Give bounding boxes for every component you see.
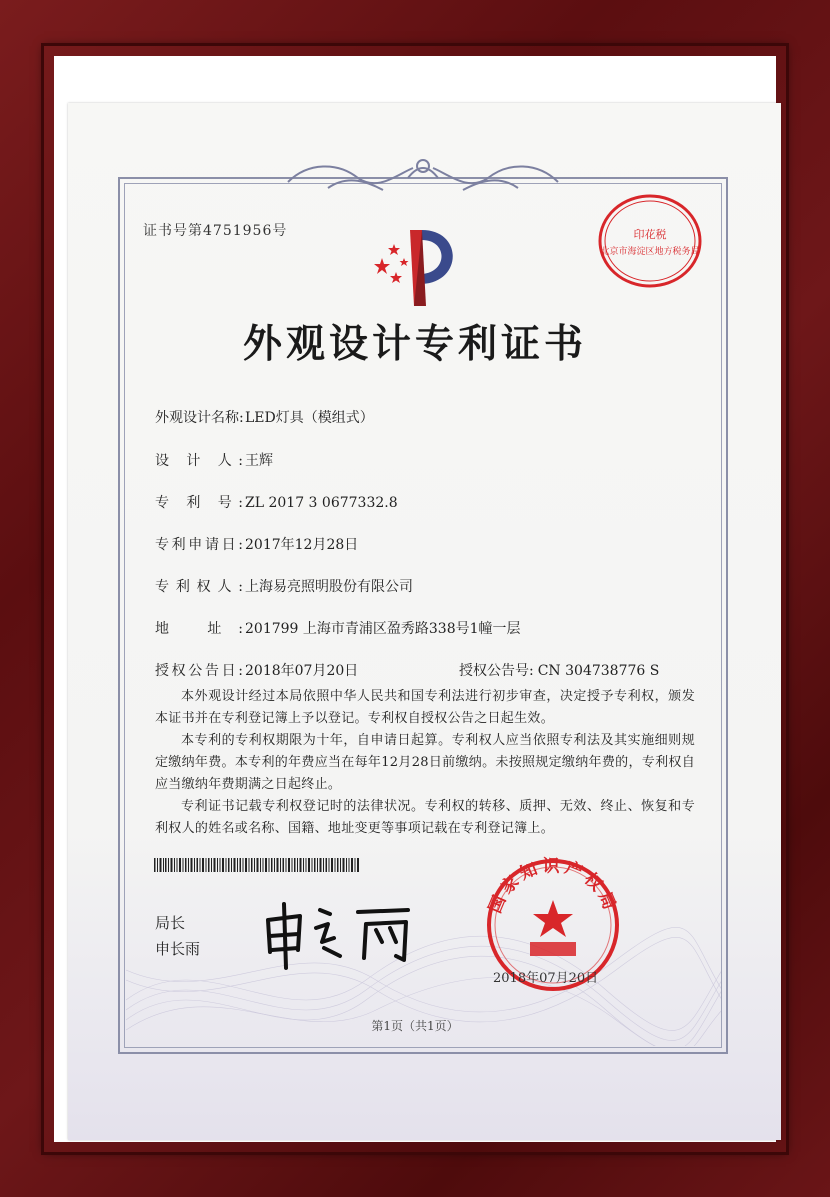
signatory-title: 局长: [155, 914, 186, 932]
paragraph-term: 本专利的专利权期限为十年，自申请日起算。专利权人应当依照专利法及其实施细则规定缴纳年费。本专利的年费应当在每年12月28日前缴纳。未按照规定缴纳年费的，专利权自应当缴纳年费期满之日起终止。: [155, 733, 695, 792]
designer-row: [155, 450, 273, 470]
top-ornament: [268, 152, 578, 200]
address-row: [155, 618, 521, 638]
signatory-name: 申长雨: [155, 940, 201, 958]
grant-no-value: CN 304738776 S: [537, 663, 660, 679]
filing-date-label: 专利申请日:: [155, 537, 243, 553]
seal-date: 2018年07月20日: [493, 971, 599, 986]
address-label: 地 址:: [155, 621, 243, 637]
filing-date-row: [155, 534, 358, 554]
handwritten-signature: [258, 898, 418, 970]
patentee-label: 专利权人:: [155, 579, 243, 595]
design-name-label: 外观设计名称:: [155, 410, 244, 426]
patentee-value: 上海易亮照明股份有限公司: [245, 579, 413, 595]
page-info: 第1页（共1页）: [371, 1019, 459, 1033]
grant-no-row: [459, 660, 659, 680]
paragraph-grant: 本外观设计经过本局依照中华人民共和国专利法进行初步审查，决定授予专利权，颁发本证书并在专利登记簿上予以登记。专利权自授权公告之日起生效。: [155, 689, 695, 726]
paragraph-legal-status: 专利证书记载专利权登记时的法律状况。专利权的转移、质押、无效、终止、恢复和专利权人的姓名或名称、国籍、地址变更等事项记载在专利登记簿上。: [155, 799, 695, 836]
tax-stamp-name: 北京市海淀区地方税务局: [600, 247, 700, 257]
patent-no-value: ZL 2017 3 0677332.8: [245, 495, 398, 511]
cnipa-logo: [368, 220, 468, 310]
tax-stamp-label: 印花税: [633, 228, 667, 241]
grant-date-value: 2018年07月20日: [245, 663, 359, 679]
designer-label: 设 计 人:: [155, 453, 243, 469]
address-value: 201799 上海市青浦区盈秀路338号1幢一层: [245, 621, 521, 637]
filing-date-value: 2017年12月28日: [245, 537, 359, 553]
patentee-row: [155, 576, 413, 596]
grant-date-label: 授权公告日:: [155, 663, 243, 679]
designer-value: 王辉: [245, 453, 273, 469]
grant-no-label: 授权公告号:: [459, 663, 534, 679]
page-title: 外观设计专利证书: [242, 322, 587, 367]
patent-no-label: 专 利 号:: [155, 495, 243, 511]
design-name-value: LED灯具（模组式）: [245, 410, 374, 426]
design-name-row: [155, 407, 374, 427]
patent-no-row: [155, 492, 398, 512]
tax-stamp: [596, 192, 704, 290]
barcode: [154, 858, 359, 872]
seal-text: 国家知识产权局: [485, 856, 621, 917]
grant-date-row: [155, 660, 358, 680]
certificate-number: 证书号第4751956号: [143, 223, 288, 239]
